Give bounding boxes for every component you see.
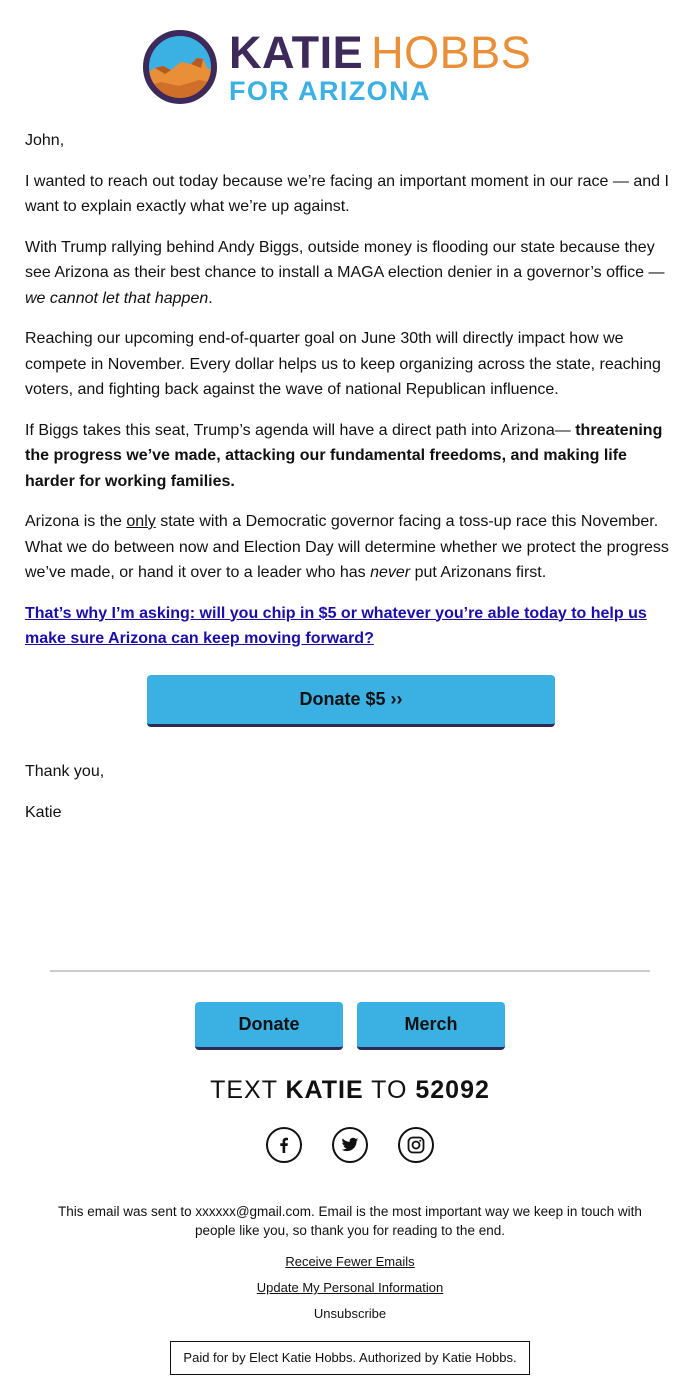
paid-for-disclaimer: Paid for by Elect Katie Hobbs. Authorized by Katie Hobbs. bbox=[170, 1341, 530, 1375]
paragraph-1: I wanted to reach out today because we’re facing an important moment in our race — and I want to explain exactly what we’re up against. bbox=[25, 172, 669, 215]
paragraph-5-text: Arizona is the bbox=[25, 513, 127, 530]
signoff: Thank you, bbox=[25, 762, 105, 780]
receive-fewer-emails-link[interactable]: Receive Fewer Emails bbox=[285, 1254, 415, 1269]
instagram-icon[interactable] bbox=[398, 1127, 434, 1163]
paragraph-2-text: With Trump rallying behind Andy Biggs, outside money is flooding our state because they see Arizona as their best chance to install a MAGA election denier in a governor’s office — bbox=[25, 238, 665, 281]
paragraph-5 bbox=[25, 509, 677, 586]
unsubscribe-link[interactable]: Unsubscribe bbox=[313, 1306, 387, 1321]
paragraph-5-underline: only bbox=[126, 513, 156, 530]
greeting: John, bbox=[25, 132, 65, 149]
update-personal-info-link[interactable]: Update My Personal Information bbox=[256, 1280, 444, 1295]
campaign-logo[interactable] bbox=[141, 28, 561, 112]
paragraph-2-emphasis: we cannot let that happen bbox=[25, 289, 209, 307]
update-info-row bbox=[0, 1280, 700, 1295]
donate-5-button[interactable]: Donate $5 ›› bbox=[147, 675, 555, 727]
facebook-icon[interactable] bbox=[266, 1127, 302, 1163]
email-disclaimer: This email was sent to xxxxxx@gmail.com. Email is the most important way we keep in touch with people like you, so thank you for reading to the end. bbox=[58, 1204, 642, 1238]
email-body bbox=[25, 128, 677, 841]
paragraph-3: Reaching our upcoming end-of-quarter goal on June 30th will directly impact how we compete in November. Every dollar helps us to keep organizing across the state, reaching voters, and fighting back against the wave of national Republican influence. bbox=[25, 330, 661, 398]
footer-merch-button[interactable]: Merch bbox=[357, 1002, 505, 1050]
text-mid: TO bbox=[363, 1076, 416, 1104]
text-keyword: KATIE bbox=[285, 1076, 364, 1104]
footer-buttons bbox=[0, 1002, 700, 1050]
paragraph-2-end: . bbox=[208, 289, 213, 307]
logo-subtitle: FOR ARIZONA bbox=[229, 76, 431, 106]
paragraph-4-text: If Biggs takes this seat, Trump’s agenda will have a direct path into Arizona— bbox=[25, 421, 576, 439]
logo-name bbox=[229, 27, 532, 78]
social-links bbox=[0, 1127, 700, 1163]
unsubscribe-row bbox=[0, 1306, 700, 1321]
paragraph-4 bbox=[25, 418, 677, 495]
paragraph-5-middle: state with a Democratic governor facing a toss-up race this November. What we do between now and Election Day will determine whether we protect the progress we’ve made, or hand it over to a leader who has bbox=[25, 513, 669, 581]
footer-divider bbox=[50, 970, 650, 972]
signature: Katie bbox=[25, 804, 62, 821]
footer-donate-button[interactable]: Donate bbox=[195, 1002, 343, 1050]
paragraph-5-end: put Arizonans first. bbox=[410, 564, 547, 581]
text-number: 52092 bbox=[415, 1076, 490, 1104]
ask-paragraph bbox=[25, 601, 677, 652]
paragraph-4-bold: threatening the progress we’ve made, attacking our fundamental freedoms, and making life harder for working families. bbox=[25, 421, 663, 490]
logo-last-name: HOBBS bbox=[371, 27, 532, 78]
paragraph-5-emphasis: never bbox=[370, 564, 411, 581]
text-to-join bbox=[0, 1076, 700, 1105]
email-header bbox=[0, 0, 700, 118]
logo-first-name: KATIE bbox=[229, 27, 364, 78]
fewer-emails-row bbox=[0, 1254, 700, 1269]
arizona-landscape-icon bbox=[141, 28, 219, 106]
donation-ask-link[interactable]: That’s why I’m asking: will you chip in $5 or whatever you’re able today to help us make sure Arizona can keep moving forward? bbox=[25, 604, 647, 647]
text-prefix: TEXT bbox=[210, 1076, 286, 1104]
twitter-icon[interactable] bbox=[332, 1127, 368, 1163]
paragraph-2 bbox=[25, 235, 677, 312]
